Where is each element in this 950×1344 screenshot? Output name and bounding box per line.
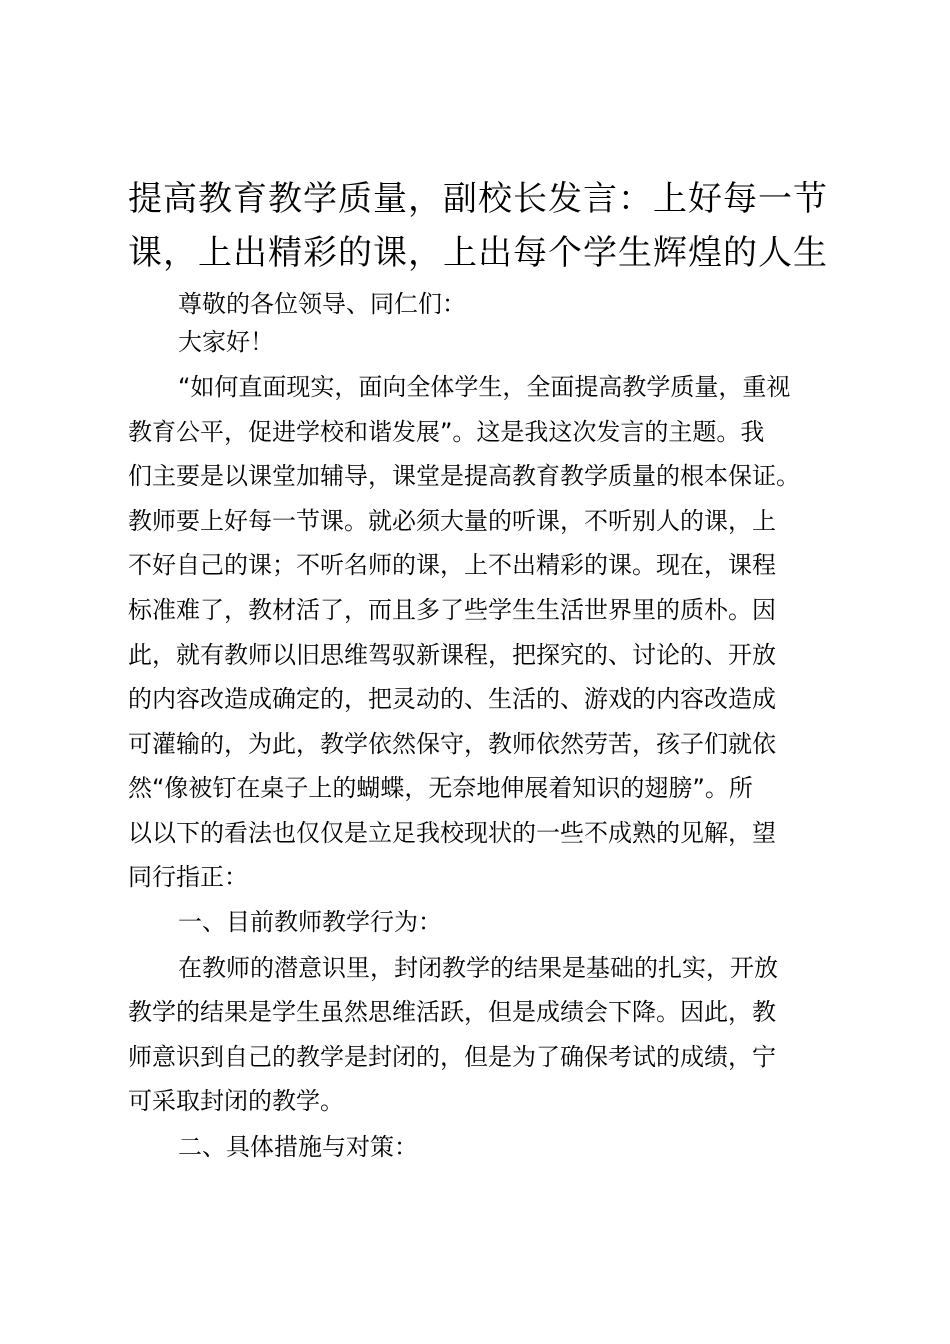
paragraph-line: 同行指正： — [128, 863, 248, 891]
document-title: 提高教育教学质量，副校长发言：上好每一节课，上出精彩的课，上出每个学生辉煌的人生 — [128, 179, 828, 273]
paragraph-line: 教师要上好每一节课。就必须大量的听课，不听别人的课，上 — [128, 507, 776, 535]
section-heading-1: 一、目前教师教学行为： — [178, 908, 442, 936]
greeting: 大家好！ — [178, 328, 274, 356]
paragraph-line: “如何直面现实，面向全体学生，全面提高教学质量，重视 — [178, 373, 791, 401]
paragraph-line: 然“像被钉在桌子上的蝴蝶，无奈地伸展着知识的翅膀”。所 — [128, 774, 753, 802]
paragraph-line: 标准难了，教材活了，而且多了些学生生活世界里的质朴。因 — [128, 596, 776, 624]
paragraph-line: 的内容改造成确定的，把灵动的、生活的、游戏的内容改造成 — [128, 685, 776, 713]
paragraph-line: 师意识到自己的教学是封闭的，但是为了确保考试的成绩，宁 — [128, 1043, 776, 1071]
paragraph-line: 在教师的潜意识里，封闭教学的结果是基础的扎实，开放 — [178, 954, 778, 982]
paragraph-line: 教学的结果是学生虽然思维活跃，但是成绩会下降。因此，教 — [128, 998, 776, 1026]
section-heading-2: 二、具体措施与对策： — [178, 1133, 418, 1161]
paragraph-line: 可灌输的，为此，教学依然保守，教师依然劳苦，孩子们就依 — [128, 730, 776, 758]
paragraph-line: 们主要是以课堂加辅导，课堂是提高教育教学质量的根本保证。 — [128, 462, 800, 490]
paragraph-line: 以以下的看法也仅仅是立足我校现状的一些不成熟的见解，望 — [128, 819, 776, 847]
paragraph-line: 可采取封闭的教学。 — [128, 1087, 344, 1115]
paragraph-line: 教育公平，促进学校和谐发展”。这是我这次发言的主题。我 — [128, 418, 765, 446]
paragraph-line: 此，就有教师以旧思维驾驭新课程，把探究的、讨论的、开放 — [128, 641, 776, 669]
salutation: 尊敬的各位领导、同仁们： — [178, 290, 466, 318]
paragraph-line: 不好自己的课；不听名师的课，上不出精彩的课。现在，课程 — [128, 551, 776, 579]
